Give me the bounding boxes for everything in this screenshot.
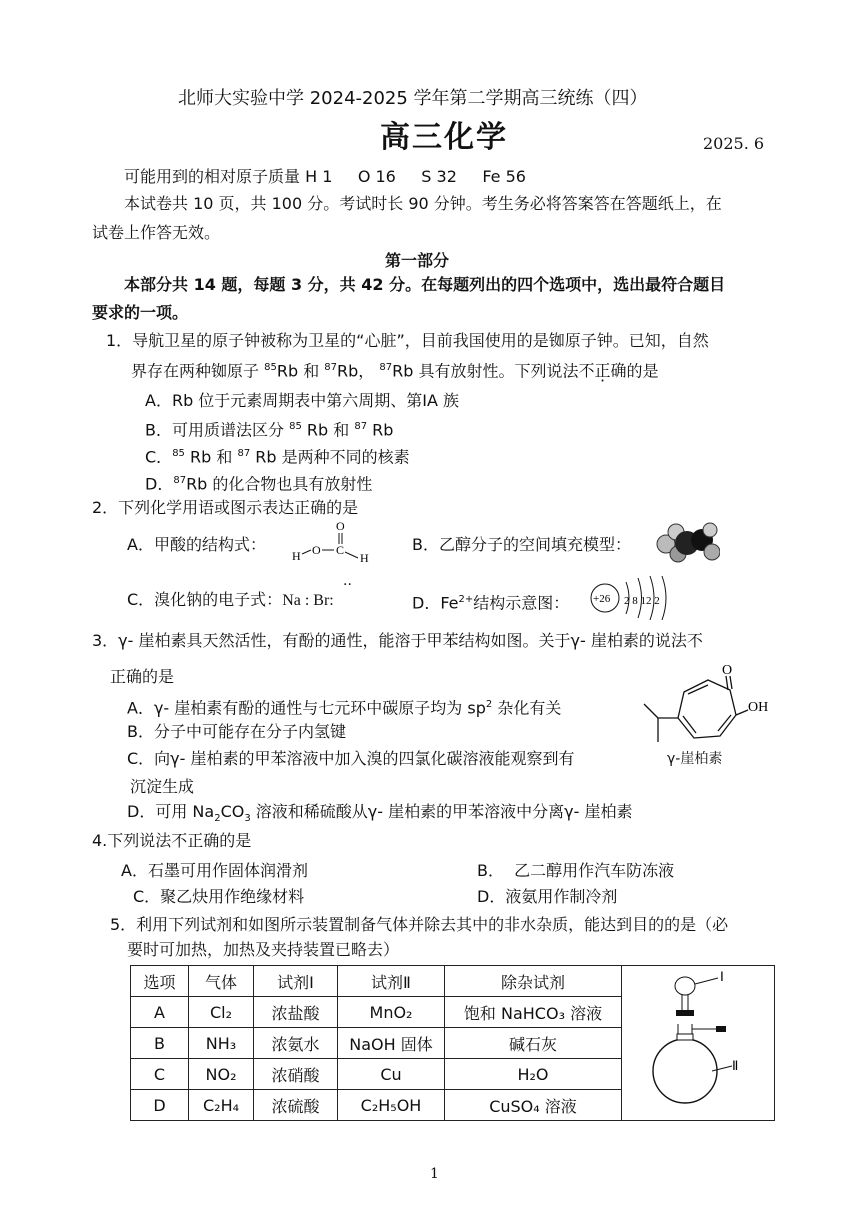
q3-option-c-line-1: C．向γ- 崖柏素的甲苯溶液中加入溴的四氯化碳溶液能观察到有 [127,749,575,768]
apparatus-cell [622,966,775,1121]
label-reagent-1: Ⅰ [720,969,724,984]
fe-ion-structure-diagram [588,572,678,620]
table-cell: 浓氨水 [254,1028,338,1059]
q3-stem-line-1: 3．γ- 崖柏素具天然活性，有酚的通性，能溶于甲苯结构如图。关于γ- 崖柏素的说法不 [92,631,703,650]
atomic-mass-line: 可能用到的相对原子质量 H 1 O 16 S 32 Fe 56 [124,167,526,186]
q4-stem: 4.下列说法不正确的是 [92,831,252,850]
table-cell: B [131,1028,189,1059]
q2-option-b: B．乙醇分子的空间填充模型： [412,535,631,554]
q4-option-d: D．液氨用作制冷剂 [477,887,618,906]
q2-option-c: C．溴化钠的电子式：Na : Br: [127,590,334,609]
formic-h-right: H [360,551,369,565]
q3-option-c-line-2: 沉淀生成 [130,777,195,796]
q1-option-c: C．$^{85}$ Rb 和 $^{87}$ Rb 是两种不同的核素 [145,447,410,467]
q1-option-a: A．Rb 位于元素周期表中第六周期、第ⅠA 族 [145,391,460,410]
q4-option-b: B． 乙二醇用作汽车防冻液 [477,861,675,880]
header-cell: 除杂试剂 [445,966,622,997]
exam-title: 北师大实验中学 2024-2025 学年第二学期高三统练（四） [178,88,648,109]
ethanol-space-filling-model [654,520,720,564]
table-header-row [131,966,775,997]
table-cell: A [131,997,189,1028]
table-cell: 饱和 NaHCO₃ 溶液 [445,997,622,1028]
nucleus-charge: +26 [593,593,611,605]
header-cell: 试剂Ⅱ [338,966,445,997]
part-desc-line-2: 要求的一项。 [92,303,189,322]
notice-line-2: 试卷上作答无效。 [92,223,221,242]
table-cell: 浓硫酸 [254,1090,338,1121]
formic-h-left: H [292,549,301,563]
formic-o-label: O [336,519,345,533]
table-cell: Cl₂ [189,997,254,1028]
table-cell: D [131,1090,189,1121]
q1-stem-line-1: 1．导航卫星的原子钟被称为卫星的“心脏”，目前我国使用的是铷原子钟。已知，自然 [106,331,709,350]
table-cell: NO₂ [189,1059,254,1090]
q1-option-d: D．$^{87}$Rb 的化合物也具有放射性 [145,474,373,494]
table-cell: NH₃ [189,1028,254,1059]
table-cell: 浓盐酸 [254,997,338,1028]
carbonyl-o: O [722,663,733,678]
shell-electrons: 2 8 12 2 [624,595,660,607]
q1-stem-line-2: 界存在两种铷原子 $^{85}$Rb 和 $^{87}$Rb， $^{87}$Rb 具有放射性。下列说法不正确的是 [131,361,659,381]
table-cell: H₂O [445,1059,622,1090]
q4-option-a: A．石墨可用作固体润滑剂 [121,861,308,880]
q3-option-d: D．可用 $Na_2CO_3$ 溶液和稀硫酸从γ- 崖柏素的甲苯溶液中分离γ- 崖柏素 [127,802,633,825]
formic-c: C [336,543,345,557]
q1-option-b: B．可用质谱法区分 $^{85}$ Rb 和 $^{87}$ Rb [145,420,394,440]
table-cell: C [131,1059,189,1090]
header-cell: 选项 [131,966,189,997]
formic-o-left: O [312,543,321,557]
bromide-dots: ·· [343,577,352,593]
header-cell: 气体 [189,966,254,997]
electron-formula: Na : Br: [282,592,334,609]
table-cell: C₂H₄ [189,1090,254,1121]
q5-stem-line-2: 要时可加热，加热及夹持装置已略去） [127,940,400,959]
part-desc-line-1: 本部分共 14 题，每题 3 分，共 42 分。在每题列出的四个选项中，选出最符合题目 [124,275,726,294]
gas-generation-apparatus [622,966,774,1116]
table-cell: CuSO₄ 溶液 [445,1090,622,1121]
header-cell: 试剂Ⅰ [254,966,338,997]
table-cell: MnO₂ [338,997,445,1028]
q3-option-a: A．γ- 崖柏素有酚的通性与七元环中碳原子均为 $sp^2$ 杂化有关 [127,698,562,718]
subject-title: 高三化学 [380,120,508,155]
q2-stem: 2．下列化学用语或图示表达正确的是 [92,498,359,517]
q2-option-d: D．$Fe^{2+}$结构示意图： [412,593,570,613]
q3-option-b: B．分子中可能存在分子内氢键 [127,722,346,741]
q2-option-a: A．甲酸的结构式： [127,535,266,554]
table-cell: C₂H₅OH [338,1090,445,1121]
table-cell: 碱石灰 [445,1028,622,1059]
formic-acid-structure [288,518,378,566]
q5-stem-line-1: 5．利用下列试剂和如图所示装置制备气体并除去其中的非水杂质，能达到目的的是（必 [110,915,729,934]
q4-option-c: C．聚乙炔用作绝缘材料 [133,887,305,906]
molecule-caption: γ-崖柏素 [667,751,723,767]
table-cell: NaOH 固体 [338,1028,445,1059]
reagent-table [130,965,775,1121]
notice-line-1: 本试卷共 10 页，共 100 分。考试时长 90 分钟。考生务必将答案答在答题纸上，在 [124,194,722,213]
page-number: 1 [430,1166,439,1182]
part-title: 第一部分 [385,251,450,270]
table-cell: 浓硝酸 [254,1059,338,1090]
hydroxyl: OH [748,700,769,715]
label-reagent-2: Ⅱ [732,1058,739,1073]
q3-stem-line-2: 正确的是 [110,667,175,686]
table-cell: Cu [338,1059,445,1090]
exam-date: 2025. 6 [703,134,765,153]
